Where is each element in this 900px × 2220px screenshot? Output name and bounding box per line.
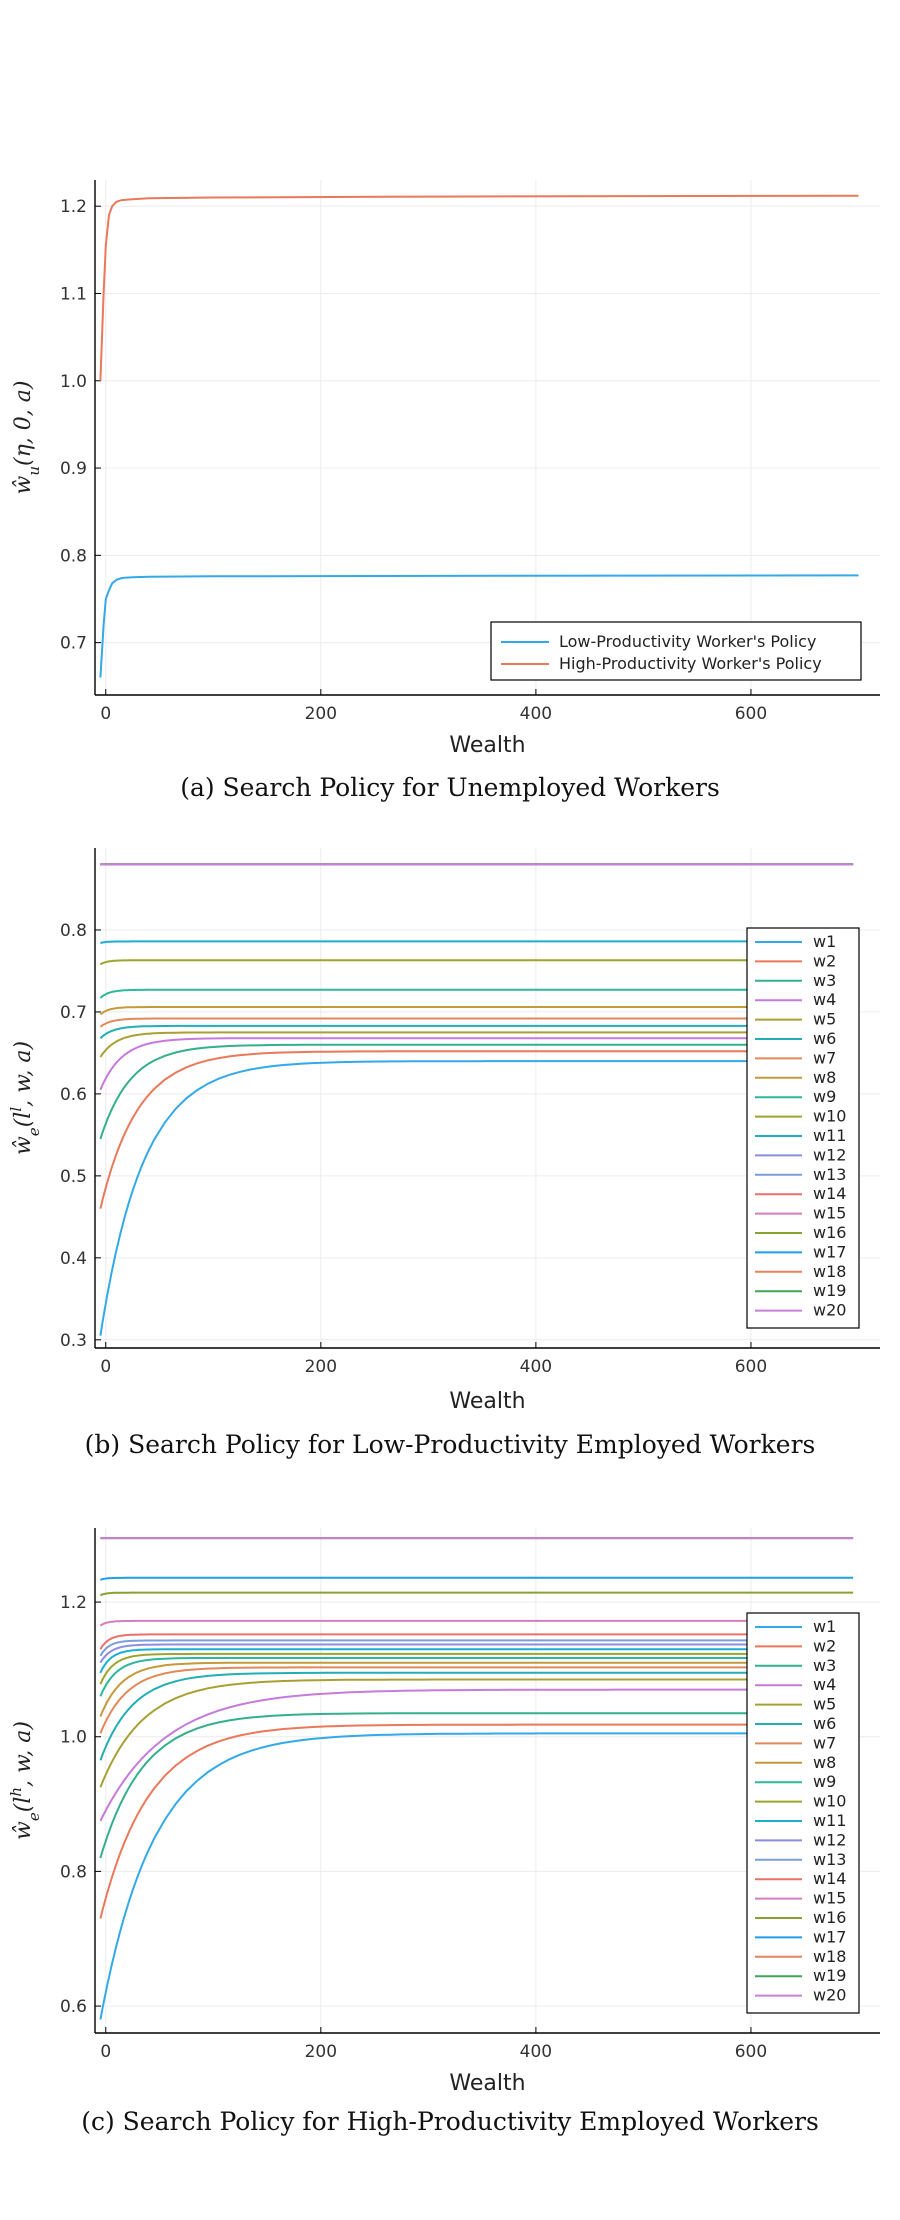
legend-label: w18 <box>813 1946 847 1966</box>
legend-label: w20 <box>813 1300 847 1320</box>
series-line-w15 <box>100 1621 853 1626</box>
chart-a-unemployed-search-policy <box>0 150 900 770</box>
legend-label: w16 <box>813 1223 847 1242</box>
legend-label: w6 <box>813 1029 837 1048</box>
y-tick-label: 0.3 <box>59 1330 87 1351</box>
series-line-w11 <box>100 941 853 943</box>
x-axis-title: Wealth <box>449 733 526 758</box>
legend-label: w14 <box>813 1869 847 1889</box>
caption-c: (c) Search Policy for High-Productivity Employed Workers <box>81 2107 819 2136</box>
caption-a: (a) Search Policy for Unemployed Workers <box>180 773 720 802</box>
legend-label: w14 <box>813 1184 847 1204</box>
legend-label: w4 <box>813 990 837 1010</box>
x-tick-label: 0 <box>100 1357 112 1377</box>
legend-label: w8 <box>813 1067 837 1087</box>
panel-c <box>0 1508 900 2188</box>
legend-label: w6 <box>813 1714 837 1733</box>
chart-c-high-productivity-employed <box>0 1508 900 2128</box>
series-line-w4 <box>100 1690 853 1821</box>
y-tick-label: 1.1 <box>59 284 87 305</box>
legend-label: w11 <box>813 1126 847 1145</box>
legend-label: w8 <box>813 1752 837 1772</box>
legend-label: w10 <box>813 1791 847 1811</box>
x-tick-label: 400 <box>519 1357 553 1377</box>
series-line-w9 <box>100 990 853 998</box>
x-tick-label: 0 <box>100 2042 112 2062</box>
y-tick-label: 0.8 <box>59 920 87 941</box>
x-axis-title: Wealth <box>449 1389 526 1414</box>
series-line-w2 <box>100 1725 853 1919</box>
series-line-w2 <box>100 1051 853 1208</box>
legend-label: w2 <box>813 951 837 971</box>
legend-label: w13 <box>813 1164 847 1184</box>
series-line-w8 <box>100 1007 853 1014</box>
legend-label: w3 <box>813 1655 837 1675</box>
legend-label: w4 <box>813 1675 837 1695</box>
legend-label: w7 <box>813 1733 837 1753</box>
x-tick-label: 0 <box>100 704 112 724</box>
legend-label: w15 <box>813 1888 847 1908</box>
legend-label: w9 <box>813 1087 837 1107</box>
y-tick-label: 0.6 <box>59 1084 87 1105</box>
series-line-w17 <box>100 1578 853 1580</box>
legend-label: w16 <box>813 1908 847 1927</box>
chart-b-low-productivity-employed <box>0 828 900 1448</box>
series-line-w1 <box>100 1061 853 1336</box>
legend-label: w15 <box>813 1203 847 1223</box>
series-line-w14 <box>100 1634 853 1649</box>
legend-label: w9 <box>813 1772 837 1792</box>
legend-label: w19 <box>813 1281 847 1301</box>
y-tick-label: 1.2 <box>59 1593 87 1614</box>
legend-label: w3 <box>813 970 837 990</box>
y-tick-label: 1.2 <box>59 197 87 218</box>
y-tick-label: 1.0 <box>59 1727 87 1748</box>
y-axis-title: $ŵ_e(l^l$, w, a) <box>7 1040 43 1156</box>
legend-label: w13 <box>813 1849 847 1869</box>
legend-label: w19 <box>813 1966 847 1986</box>
series-line-w1 <box>100 1733 853 2019</box>
x-tick-label: 600 <box>734 704 768 724</box>
legend-label: Low-Productivity Worker's Policy <box>559 632 817 651</box>
caption-b: (b) Search Policy for Low-Productivity Employed Workers <box>84 1430 816 1459</box>
x-tick-label: 600 <box>734 2042 768 2062</box>
series-line-w10 <box>100 960 853 964</box>
y-tick-label: 0.8 <box>59 1862 87 1883</box>
legend-label: w1 <box>813 1617 837 1636</box>
legend-label: w17 <box>813 1242 847 1262</box>
x-axis-title: Wealth <box>449 2071 526 2096</box>
x-tick-label: 400 <box>519 704 553 724</box>
y-axis-title: $ŵ_e(l^h$, w, a) <box>7 1721 43 1840</box>
y-axis-title: $ŵ_u(\eta$, 0, a) <box>11 380 43 495</box>
y-tick-label: 0.7 <box>59 1002 87 1023</box>
legend-label: w2 <box>813 1636 837 1656</box>
legend-label: w17 <box>813 1927 847 1947</box>
y-tick-label: 0.6 <box>59 1997 87 2018</box>
legend-label: w7 <box>813 1048 837 1068</box>
legend-label: w5 <box>813 1009 837 1029</box>
x-tick-label: 400 <box>519 2042 553 2062</box>
legend-label: High-Productivity Worker's Policy <box>559 654 822 673</box>
legend-label: w1 <box>813 932 837 951</box>
panel-b <box>0 828 900 1508</box>
y-tick-label: 0.5 <box>59 1166 87 1187</box>
legend-label: w18 <box>813 1261 847 1281</box>
legend-label: w11 <box>813 1811 847 1830</box>
series-line-w3 <box>100 1713 853 1858</box>
y-tick-label: 0.7 <box>59 633 87 654</box>
legend-label: w12 <box>813 1145 847 1165</box>
y-tick-label: 1.0 <box>59 371 87 392</box>
x-tick-label: 200 <box>304 1357 338 1377</box>
x-tick-label: 200 <box>304 704 338 724</box>
x-tick-label: 600 <box>734 1357 768 1377</box>
y-tick-label: 0.4 <box>59 1248 87 1269</box>
series-line-2 <box>100 196 858 381</box>
legend-label: w20 <box>813 1985 847 2005</box>
series-line-w6 <box>100 1673 853 1761</box>
series-line-w16 <box>100 1593 853 1596</box>
legend-label: w5 <box>813 1694 837 1714</box>
x-tick-label: 200 <box>304 2042 338 2062</box>
y-tick-label: 0.9 <box>59 459 87 480</box>
legend-label: w12 <box>813 1830 847 1850</box>
y-tick-label: 0.8 <box>59 546 87 567</box>
legend-label: w10 <box>813 1106 847 1126</box>
panel-a <box>0 150 900 830</box>
